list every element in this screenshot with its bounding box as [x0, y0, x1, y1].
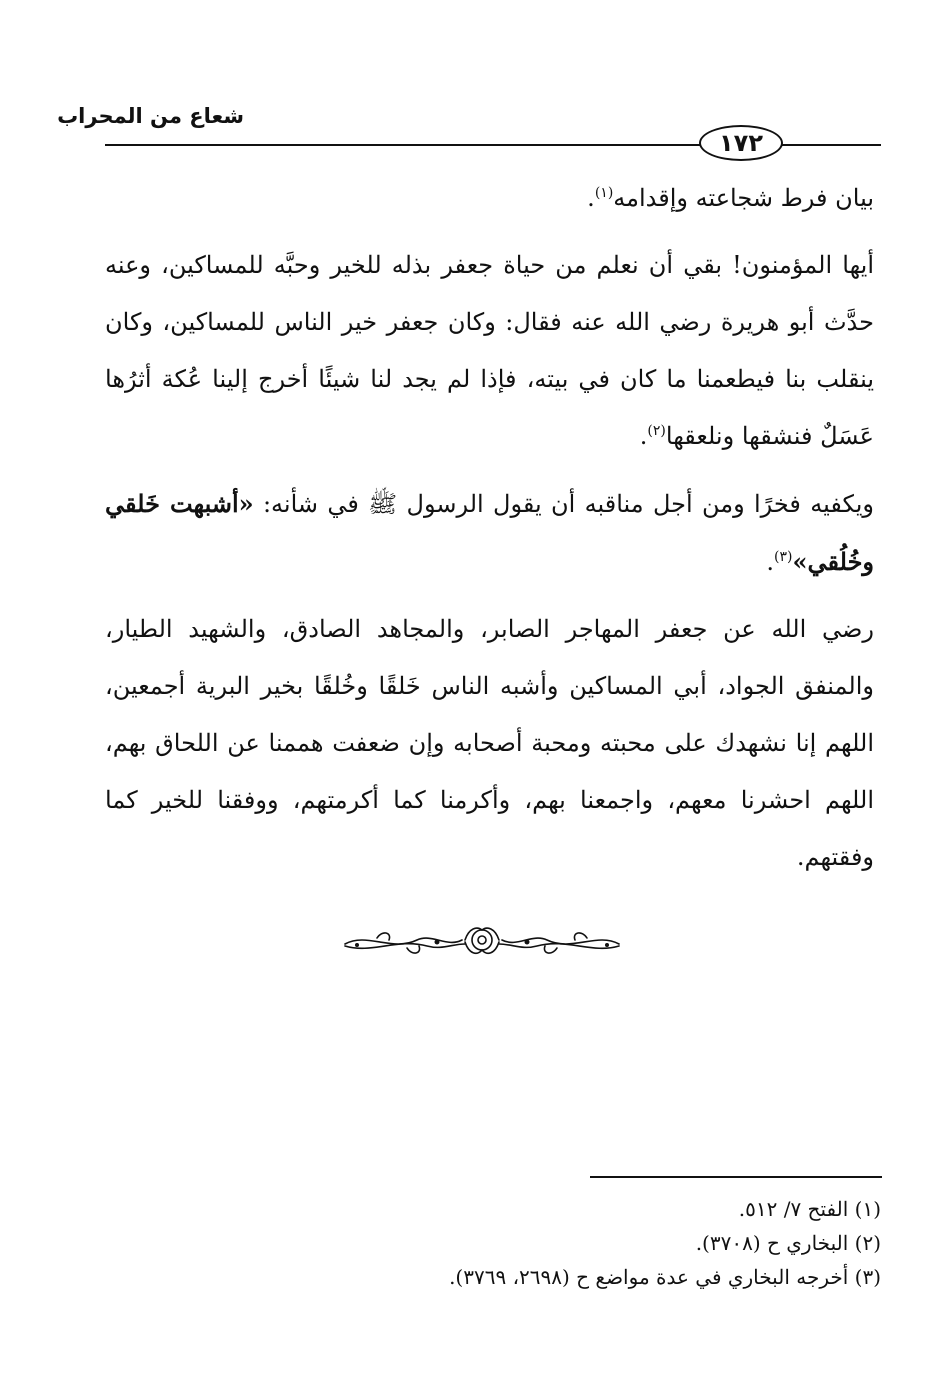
footnote-separator [590, 1176, 882, 1178]
paragraph-3 [105, 475, 874, 591]
paragraph-text: ويكفيه فخرًا ومن أجل مناقبه أن يقول الرسول ﷺ في شأنه: [253, 490, 874, 518]
paragraph-2 [105, 237, 874, 465]
footnote-marker: (٣) [774, 549, 793, 565]
footnote-marker: (١) [594, 185, 614, 201]
page-number: ١٧٢ [699, 125, 783, 161]
running-header-title: شعاع من المحراب [57, 104, 244, 128]
paragraph-text: أيها المؤمنون! بقي أن نعلم من حياة جعفر بذله للخير وحبَّه للمساكين، وعنه حدَّث أبو هريرة رضي الله عنه فقال: وكان جعفر خير الناس للمساكين، وكان ينقلب بنا فيطعمنا ما كان في بيته، فإذا لم يجد لنا شيئًا أخرج إلينا عُكة أثرُها عَسَلٌ فنشقها ونلعقها [105, 251, 874, 450]
hadith-quote: «أشبهت خَلقي وخُلُقي» [105, 489, 874, 576]
footnote-2: (٢) البخاري ح (٣٧٠٨). [695, 1231, 881, 1255]
paragraph-4: رضي الله عن جعفر المهاجر الصابر، والمجاهد الصادق، والشهيد الطيار، والمنفق الجواد، أبي المساكين وأشبه الناس خَلقًا وخُلقًا بخير البرية أجمعين، اللهم إنا نشهدك على محبته ومحبة أصحابه وإن ضعفت هممنا عن اللحاق بهم، اللهم احشرنا معهم، واجمعنا بهم، وأكرمنا كما أكرمتهم، ووفقنا للخير كما وفقتهم. [105, 615, 874, 871]
body-text [105, 170, 874, 886]
footnote-3: (٣) أخرجه البخاري في عدة مواضع ح (٢٦٩٨، ٣٧٦٩). [449, 1265, 881, 1289]
footnote-marker: (٢) [647, 423, 666, 439]
decorative-divider-icon [337, 918, 627, 962]
paragraph-1 [105, 170, 874, 227]
paragraph-end: . [639, 422, 648, 450]
paragraph-end: . [766, 548, 775, 576]
footnote-1: (١) الفتح ٧/ ٥١٢. [738, 1197, 881, 1221]
paragraph-end: . [587, 184, 595, 212]
footnotes [100, 1192, 881, 1294]
paragraph-text: بيان فرط شجاعته وإقدامه [613, 184, 874, 212]
